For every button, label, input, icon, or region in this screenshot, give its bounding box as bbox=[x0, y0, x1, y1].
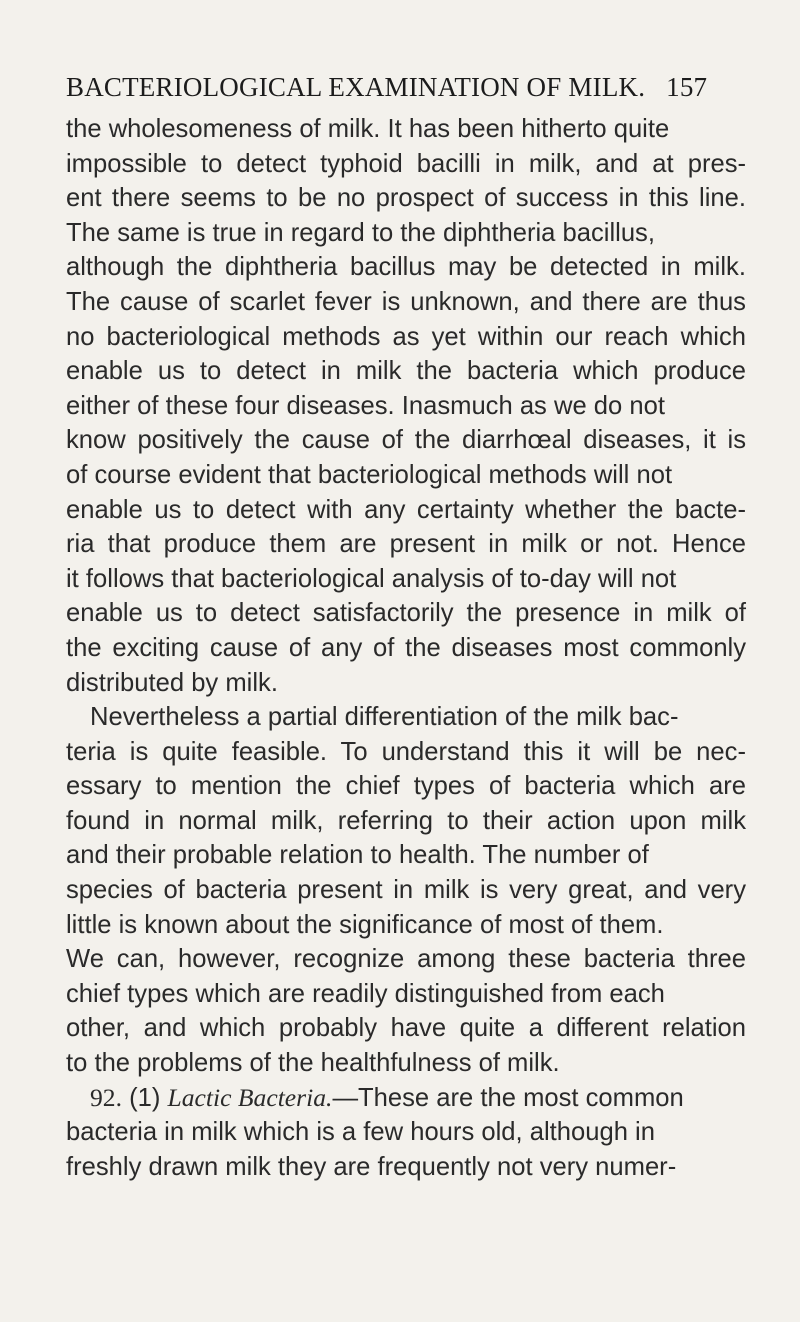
text-line: of course evident that bacteriological methods will not bbox=[66, 460, 673, 489]
section-term: Lactic Bacteria. bbox=[167, 1082, 333, 1112]
section-first-line-text: —These are the most common bbox=[332, 1083, 684, 1112]
text-line: the wholesomeness of milk. It has been hitherto quite bbox=[66, 115, 670, 143]
body-text bbox=[66, 112, 746, 1184]
page-number: 157 bbox=[666, 72, 708, 102]
text-line: although the diphtheria bacillus may be detected in milk. bbox=[66, 253, 746, 282]
text-line: it follows that bacteriological analysis of to-day will not bbox=[66, 564, 677, 593]
text-line: either of these four diseases. Inasmuch as we do not bbox=[66, 391, 665, 420]
running-title: BACTERIOLOGICAL EXAMINATION OF MILK. bbox=[66, 72, 646, 102]
text-line: ent there seems to be no prospect of success in this line. bbox=[66, 184, 746, 213]
text-line: know positively the cause of the diarrhœal diseases, it is bbox=[66, 426, 747, 455]
text-line: bacteria in milk which is a few hours old, although in bbox=[66, 1118, 655, 1147]
text-line: chief types which are readily distinguished from each bbox=[66, 979, 665, 1008]
text-line: The same is true in regard to the diphtheria bacillus, bbox=[66, 218, 655, 247]
text-line: We can, however, recognize among these bacteria three bbox=[66, 945, 746, 974]
text-line: found in normal milk, referring to their action upon milk bbox=[66, 806, 747, 835]
section-item-number: (1) bbox=[129, 1083, 161, 1112]
paragraph-start-line: Nevertheless a partial differentiation of the milk bac- bbox=[90, 703, 679, 732]
text-line: no bacteriological methods as yet within our reach which bbox=[66, 322, 747, 351]
text-line: and their probable relation to health. The number of bbox=[66, 841, 649, 870]
text-line: species of bacteria present in milk is very great, and very bbox=[66, 876, 746, 905]
text-line: the exciting cause of any of the diseases most commonly bbox=[66, 633, 747, 662]
text-line: essary to mention the chief types of bacteria which are bbox=[66, 772, 746, 801]
text-line: little is known about the significance of most of them. bbox=[66, 910, 664, 939]
text-line: enable us to detect satisfactorily the presence in milk of bbox=[66, 599, 747, 628]
text-line: impossible to detect typhoid bacilli in milk, and at pres- bbox=[66, 149, 747, 178]
text-line: freshly drawn milk they are frequently not very numer- bbox=[66, 1152, 677, 1181]
section-number: 92. bbox=[90, 1082, 122, 1112]
text-line: The cause of scarlet fever is unknown, and there are thus bbox=[66, 287, 746, 316]
text-line: ria that produce them are present in milk or not. Hence bbox=[66, 530, 747, 559]
text-line: to the problems of the healthfulness of milk. bbox=[66, 1049, 560, 1078]
running-header bbox=[66, 72, 746, 103]
text-line: enable us to detect with any certainty whether the bacte- bbox=[66, 495, 746, 524]
section-heading-line bbox=[66, 1081, 746, 1116]
text-line: distributed by milk. bbox=[66, 668, 278, 697]
text-line: teria is quite feasible. To understand this it will be nec- bbox=[66, 737, 746, 766]
text-line: enable us to detect in milk the bacteria which produce bbox=[66, 357, 747, 386]
text-line: other, and which probably have quite a different relation bbox=[66, 1014, 747, 1043]
